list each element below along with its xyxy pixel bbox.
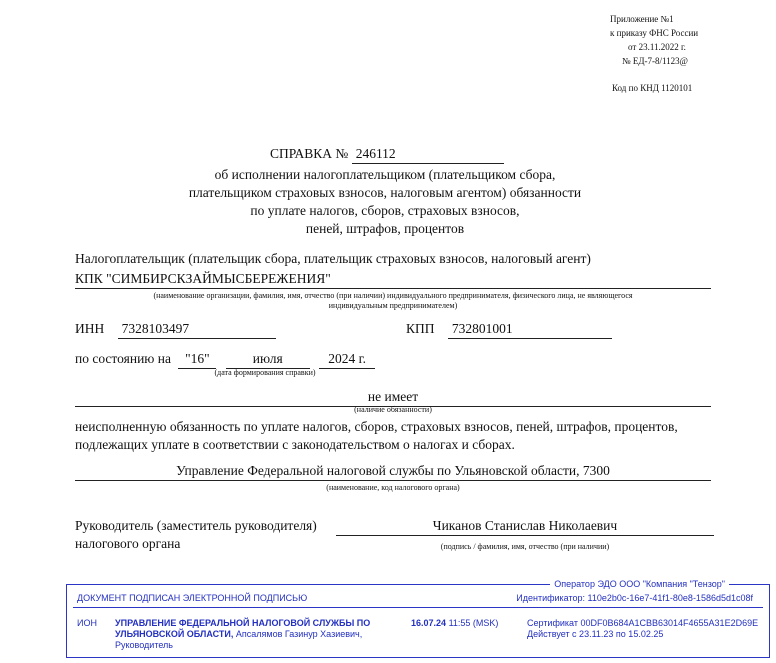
authority-caption: (наименование, код налогового органа) [326,483,460,492]
inn-row [75,320,276,339]
signer-label-2: налогового органа [75,536,181,551]
title-label: СПРАВКА № [270,146,349,161]
inn-value: 7328103497 [118,320,276,339]
kpp-label: КПП [406,321,435,336]
stamp-datetime [411,618,498,629]
subtitle-line-3: по уплате налогов, сборов, страховых взносов, [250,203,520,218]
date-row [75,350,375,369]
stamp-date: 16.07.24 [411,618,447,628]
inn-label: ИНН [75,321,105,336]
obligation-value: не имеет [75,388,711,407]
obligation-caption: (наличие обязанности) [354,405,432,414]
date-day: "16" [178,350,216,369]
certificate-title [270,145,504,164]
stamp-operator: Оператор ЭДО ООО "Компания "Тензор" [550,577,729,591]
kpp-row [406,320,612,339]
kpp-value: 732801001 [448,320,612,339]
stamp-time: 11:55 (MSK) [448,618,499,628]
stamp-certificate [527,618,758,640]
stamp-organization [115,618,405,651]
subtitle-line-4: пеней, штрафов, процентов [305,221,465,236]
date-label: по состоянию на [75,351,171,366]
knd-code: Код по КНД 1120101 [612,83,693,93]
stamp-role: Руководитель [115,640,173,650]
taxpayer-label: Налогоплательщик (плательщик сбора, плательщик страховых взносов, налоговый агент) [75,251,591,266]
subtitle-line-1: об исполнении налогоплательщиком (плательщиком сбора, [214,167,556,182]
stamp-cert-number: Сертификат 00DF0B684A1CBB63014F4655A31E2D69E [527,618,759,628]
signer-name: Чиканов Станислав Николаевич [336,517,714,536]
certificate-number: 246112 [352,145,504,164]
stamp-cert-validity: Действует с 23.11.23 по 15.02.25 [527,629,664,639]
taxpayer-name: КПК "СИМБИРСКЗАЙМЫСБЕРЕЖЕНИЯ" [75,270,711,289]
stamp-person: Апсалямов Газинур Хазиевич, [235,629,363,639]
header-block [560,12,710,68]
stamp-ion: ИОН [77,618,97,628]
signer-caption: (подпись / фамилия, имя, отчество (при наличии) [440,542,610,551]
obligation-text-2: подлежащих уплате в соответствии с законодательством о налогах и сборах. [75,437,515,452]
header-line-2: к приказу ФНС России [610,28,699,38]
header-line-1: Приложение №1 [610,14,674,24]
title-subtitle [150,166,620,238]
obligation-text-1: неисполненную обязанность по уплате налогов, сборов, страховых взносов, пеней, штрафов, процентов, [75,419,678,434]
date-year: 2024 г. [319,350,375,369]
stamp-org-line-2: УЛЬЯНОВСКОЙ ОБЛАСТИ, [115,629,234,639]
signer-label [75,517,317,553]
stamp-signed-label: ДОКУМЕНТ ПОДПИСАН ЭЛЕКТРОННОЙ ПОДПИСЬЮ [77,593,308,603]
authority-name: Управление Федеральной налоговой службы по Ульяновской области, 7300 [75,462,711,481]
taxpayer-caption-2: индивидуальным предпринимателем) [328,301,458,310]
date-caption: (дата формирования справки) [214,368,316,377]
signer-label-1: Руководитель (заместитель руководителя) [75,518,317,533]
stamp-identifier: Идентификатор: 110e2b0c-16e7-41f1-80e8-1586d5d1c08f [516,593,753,603]
date-month: июля [226,350,310,369]
stamp-org-line-1: УПРАВЛЕНИЕ ФЕДЕРАЛЬНОЙ НАЛОГОВОЙ СЛУЖБЫ ПО [115,618,371,628]
taxpayer-caption-1: (наименование организации, фамилия, имя, отчество (при наличии) индивидуального предпринимателя, физического лица, не являющегося [153,291,633,300]
subtitle-line-2: плательщиком страховых взносов, налоговым агентом) обязанности [188,185,582,200]
header-line-3: от 23.11.2022 г. [628,42,686,52]
obligation-text [75,418,735,454]
taxpayer-caption [75,291,711,311]
e-signature-stamp [66,579,770,658]
stamp-divider [73,607,763,608]
header-line-4: № ЕД-7-8/1123@ [622,56,688,66]
